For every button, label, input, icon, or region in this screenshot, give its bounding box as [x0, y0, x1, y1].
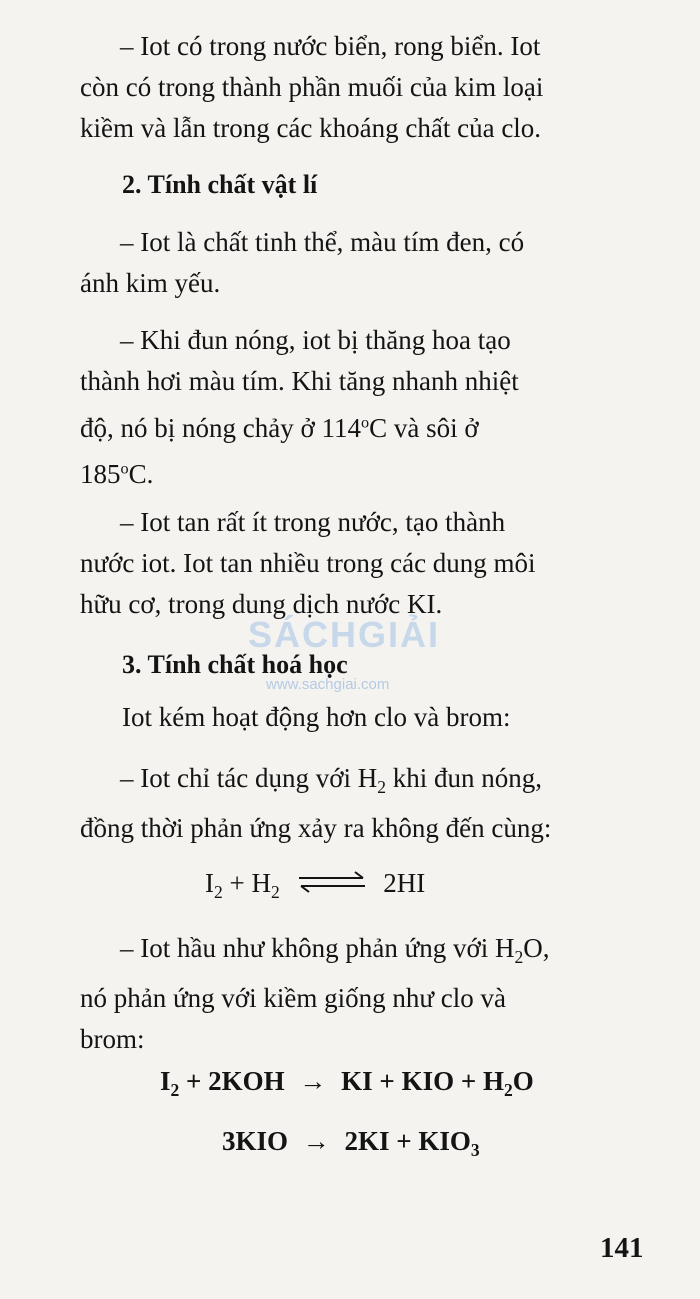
text-segment: O,	[523, 933, 550, 963]
subscript: 2	[503, 1080, 513, 1101]
watermark-url: www.sachgiai.com	[266, 676, 390, 693]
text-line: – Iot có trong nước biển, rong biển. Iot	[120, 31, 541, 61]
text-line: brom:	[80, 1024, 145, 1055]
operator: +	[229, 868, 245, 898]
text-line: ánh kim yếu.	[80, 268, 221, 298]
formula-term: + 2KOH	[186, 1066, 285, 1096]
section-heading-chemical-properties: 3. Tính chất hoá học	[122, 650, 348, 679]
equation-iodine-koh	[160, 1066, 534, 1101]
arrow-icon: →	[299, 1066, 327, 1096]
subscript: 2	[514, 947, 524, 968]
formula-term: 2KI + KIO	[344, 1126, 471, 1156]
paragraph-less-active: Iot kém hoạt động hơn clo và brom:	[122, 702, 511, 732]
paragraph-sublimation	[80, 320, 654, 495]
formula-term: KI + KIO + H	[341, 1066, 504, 1096]
formula-term: O	[512, 1066, 534, 1096]
text-line	[80, 933, 550, 968]
equation-iodine-hydrogen	[205, 868, 425, 903]
formula-term: I	[205, 868, 214, 898]
formula-term: 2HI	[383, 868, 426, 898]
text-segment: khi đun nóng,	[386, 763, 543, 793]
text-line: thành hơi màu tím. Khi tăng nhanh nhiệt	[80, 366, 519, 396]
text-segment: độ, nó bị nóng chảy ở 114	[80, 412, 361, 443]
paragraph-reaction-hydrogen	[80, 758, 654, 849]
reversible-arrow-icon	[297, 870, 367, 901]
arrow-icon: →	[302, 1126, 330, 1156]
paragraph-crystal	[80, 222, 654, 304]
formula-term: 3KIO	[222, 1126, 289, 1156]
formula-term: I	[160, 1066, 171, 1096]
subscript: 3	[470, 1140, 480, 1161]
subscript: 2	[214, 882, 223, 903]
text-line: – Iot tan rất ít trong nước, tạo thành	[120, 507, 506, 537]
paragraph-reaction-water-alkali	[80, 928, 654, 1060]
text-segment: C và sôi ở	[369, 412, 479, 443]
text-segment: 185	[80, 459, 121, 490]
equation-kio-decomposition	[222, 1126, 480, 1161]
text-segment: – Iot hầu như không phản ứng với H	[120, 933, 515, 963]
text-line	[80, 459, 153, 489]
subscript: 2	[170, 1080, 180, 1101]
text-line: kiềm và lẫn trong các khoáng chất của clo.	[80, 113, 542, 143]
text-line: đồng thời phản ứng xảy ra không đến cùng:	[80, 813, 552, 844]
watermark-logo: SÁCHGIẢI	[248, 614, 441, 655]
subscript: 2	[377, 777, 386, 798]
text-line: nước iot. Iot tan nhiều trong các dung môi	[80, 548, 536, 578]
section-heading-physical-properties: 2. Tính chất vật lí	[122, 170, 318, 199]
text-line	[80, 763, 543, 798]
degree-symbol: o	[361, 413, 370, 431]
formula-term: H	[251, 868, 271, 898]
text-line: – Khi đun nóng, iot bị thăng hoa tạo	[120, 325, 511, 355]
text-line: hữu cơ, trong dung dịch nước KI.	[80, 589, 443, 619]
text-line: còn có trong thành phần muối của kim loại	[80, 72, 544, 102]
paragraph-iodine-occurrence	[80, 26, 654, 149]
text-line: – Iot là chất tinh thể, màu tím đen, có	[120, 227, 525, 257]
subscript: 2	[271, 882, 280, 903]
text-line	[80, 413, 479, 443]
text-segment: – Iot chỉ tác dụng với H	[120, 763, 378, 793]
paragraph-solubility	[80, 502, 654, 625]
text-segment: C.	[128, 459, 154, 490]
text-line: nó phản ứng với kiềm giống như clo và	[80, 983, 506, 1014]
page-number: 141	[600, 1232, 644, 1264]
degree-symbol: o	[120, 459, 129, 478]
